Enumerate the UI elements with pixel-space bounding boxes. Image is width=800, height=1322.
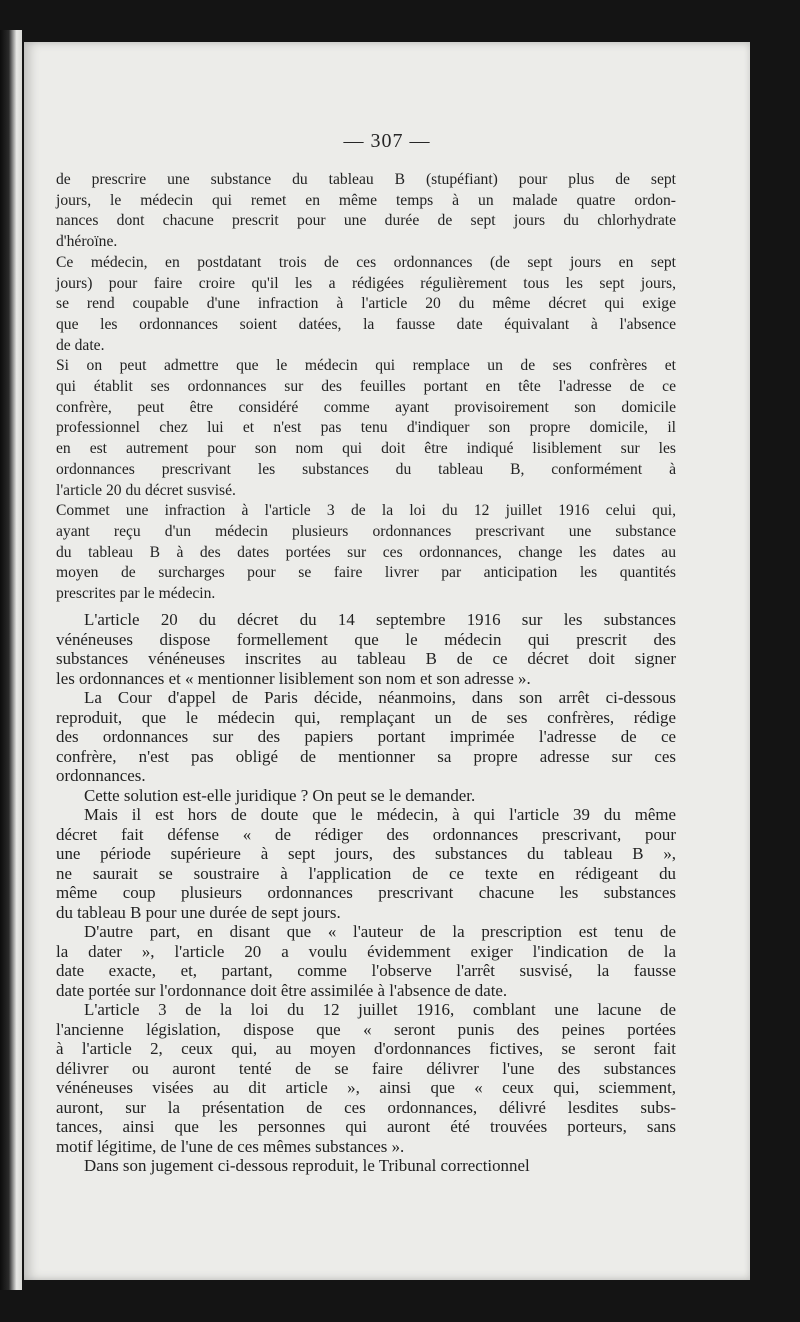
text-line: même coup plusieurs ordonnances prescrivant chacune les substances bbox=[56, 883, 676, 902]
paragraph bbox=[56, 786, 676, 806]
page-number: — 307 — bbox=[343, 130, 431, 152]
text-line: Si on peut admettre que le médecin qui remplace un de ses confrères et bbox=[56, 357, 676, 375]
text-line: du tableau B à des dates portées sur ces ordonnances, change les dates au bbox=[56, 543, 676, 561]
text-line: Cette solution est-elle juridique ? On peut se le demander. bbox=[84, 785, 476, 805]
text-line: La Cour d'appel de Paris décide, néanmoins, dans son arrêt ci-dessous bbox=[84, 688, 676, 707]
text-line: jours, le médecin qui remet en même temps à un malade quatre ordon- bbox=[56, 191, 676, 209]
paragraph bbox=[56, 253, 676, 357]
book-spine bbox=[0, 30, 22, 1290]
paragraph bbox=[56, 688, 676, 786]
text-line: L'article 3 de la loi du 12 juillet 1916, comblant une lacune de bbox=[84, 1000, 676, 1019]
text-line: substances vénéneuses inscrites au tableau B de ce décret doit signer bbox=[56, 649, 676, 668]
text-line: Mais il est hors de doute que le médecin, à qui l'article 39 du même bbox=[84, 805, 676, 824]
commentary-block bbox=[56, 610, 676, 1176]
text-line: L'article 20 du décret du 14 septembre 1916 sur les substances bbox=[84, 610, 676, 629]
text-line: auront, sur la présentation de ces ordonnances, délivré lesdites subs- bbox=[56, 1097, 676, 1117]
text-line: ayant reçu d'un médecin plusieurs ordonnances prescrivant une substance bbox=[56, 522, 676, 540]
paragraph bbox=[56, 805, 676, 922]
text-line: ne saurait se soustraire à l'application de ce texte en rédigeant du bbox=[56, 863, 676, 883]
paragraph bbox=[56, 356, 676, 501]
text-line: prescrites par le médecin. bbox=[56, 585, 216, 603]
text-line: des ordonnances sur des papiers portant imprimée l'adresse de ce bbox=[56, 727, 676, 746]
text-line: de prescrire une substance du tableau B (stupéfiant) pour plus de sept bbox=[56, 171, 676, 188]
paragraph bbox=[56, 1000, 676, 1156]
text-line: tances, ainsi que les personnes qui auront été trouvées porteurs, sans bbox=[56, 1117, 676, 1136]
paragraph bbox=[56, 501, 676, 605]
text-line: date portée sur l'ordonnance doit être assimilée à l'absence de date. bbox=[56, 980, 508, 1000]
text-line: nances dont chacune prescrit pour une durée de sept jours du chlorhydrate bbox=[56, 212, 676, 230]
text-line: de date. bbox=[56, 336, 105, 354]
text-line: date exacte, et, partant, comme l'observe l'arrêt susvisé, la fausse bbox=[56, 961, 676, 980]
text-line: une période supérieure à sept jours, des substances du tableau B », bbox=[56, 844, 676, 863]
text-line: décret fait défense « de rédiger des ordonnances prescrivant, pour bbox=[56, 824, 676, 844]
text-line: ordonnances prescrivant les substances du tableau B, conformément à bbox=[56, 460, 676, 478]
text-line: motif légitime, de l'une de ces mêmes substances ». bbox=[56, 1136, 405, 1156]
text-line: se rend coupable d'une infraction à l'article 20 du même décret qui exige bbox=[56, 295, 676, 313]
text-line: l'article 20 du décret susvisé. bbox=[56, 481, 236, 499]
text-line: en est autrement pour son nom qui doit être indiqué lisiblement sur les bbox=[56, 440, 676, 458]
text-line: vénéneuses dispose formellement que le médecin qui prescrit des bbox=[56, 629, 676, 649]
text-line: confrère, n'est pas obligé de mentionner sa propre adresse sur ces bbox=[56, 746, 676, 766]
text-line: reproduit, que le médecin qui, remplaçant un de ses confrères, rédige bbox=[56, 707, 676, 727]
text-line: Ce médecin, en postdatant trois de ces ordonnances (de sept jours en sept bbox=[56, 253, 676, 271]
paragraph bbox=[56, 922, 676, 1000]
summary-block bbox=[56, 170, 676, 605]
text-line: ordonnances. bbox=[56, 766, 146, 785]
text-line: délivrer ou auront tenté de se faire délivrer l'une des substances bbox=[56, 1058, 676, 1078]
text-line: l'ancienne législation, dispose que « seront punis des peines portées bbox=[56, 1019, 676, 1039]
text-line: que les ordonnances soient datées, la fausse date équivalant à l'absence bbox=[56, 315, 676, 333]
text-line: d'héroïne. bbox=[56, 233, 118, 251]
text-line: professionnel chez lui et n'est pas tenu d'indiquer son propre domicile, il bbox=[56, 419, 676, 437]
text-line: la dater », l'article 20 a voulu évidemment exiger l'indication de la bbox=[56, 941, 676, 961]
text-line: qui établit ses ordonnances sur des feuilles portant en tête l'adresse de ce bbox=[56, 378, 676, 396]
text-line: vénéneuses visées au dit article », ainsi que « ceux qui, sciemment, bbox=[56, 1078, 676, 1097]
text-line: confrère, peut être considéré comme ayant provisoirement son domicile bbox=[56, 398, 676, 416]
text-line: Dans son jugement ci-dessous reproduit, le Tribunal correctionnel bbox=[84, 1156, 530, 1175]
paragraph bbox=[56, 170, 676, 253]
text-line: Commet une infraction à l'article 3 de la loi du 12 juillet 1916 celui qui, bbox=[56, 502, 676, 520]
book-page bbox=[24, 42, 750, 1280]
text-line: jours) pour faire croire qu'il les a rédigées régulièrement tous les sept jours, bbox=[56, 274, 676, 292]
text-line: moyen de surcharges pour se faire livrer par anticipation les quantités bbox=[56, 564, 676, 582]
text-line: les ordonnances et « mentionner lisiblement son nom et son adresse ». bbox=[56, 668, 531, 688]
paragraph bbox=[56, 610, 676, 688]
paragraph bbox=[56, 1156, 676, 1176]
text-line: à l'article 2, ceux qui, au moyen d'ordonnances fictives, se seront fait bbox=[56, 1039, 676, 1058]
text-line: du tableau B pour une durée de sept jours. bbox=[56, 902, 341, 922]
text-line: D'autre part, en disant que « l'auteur de la prescription est tenu de bbox=[84, 922, 676, 941]
